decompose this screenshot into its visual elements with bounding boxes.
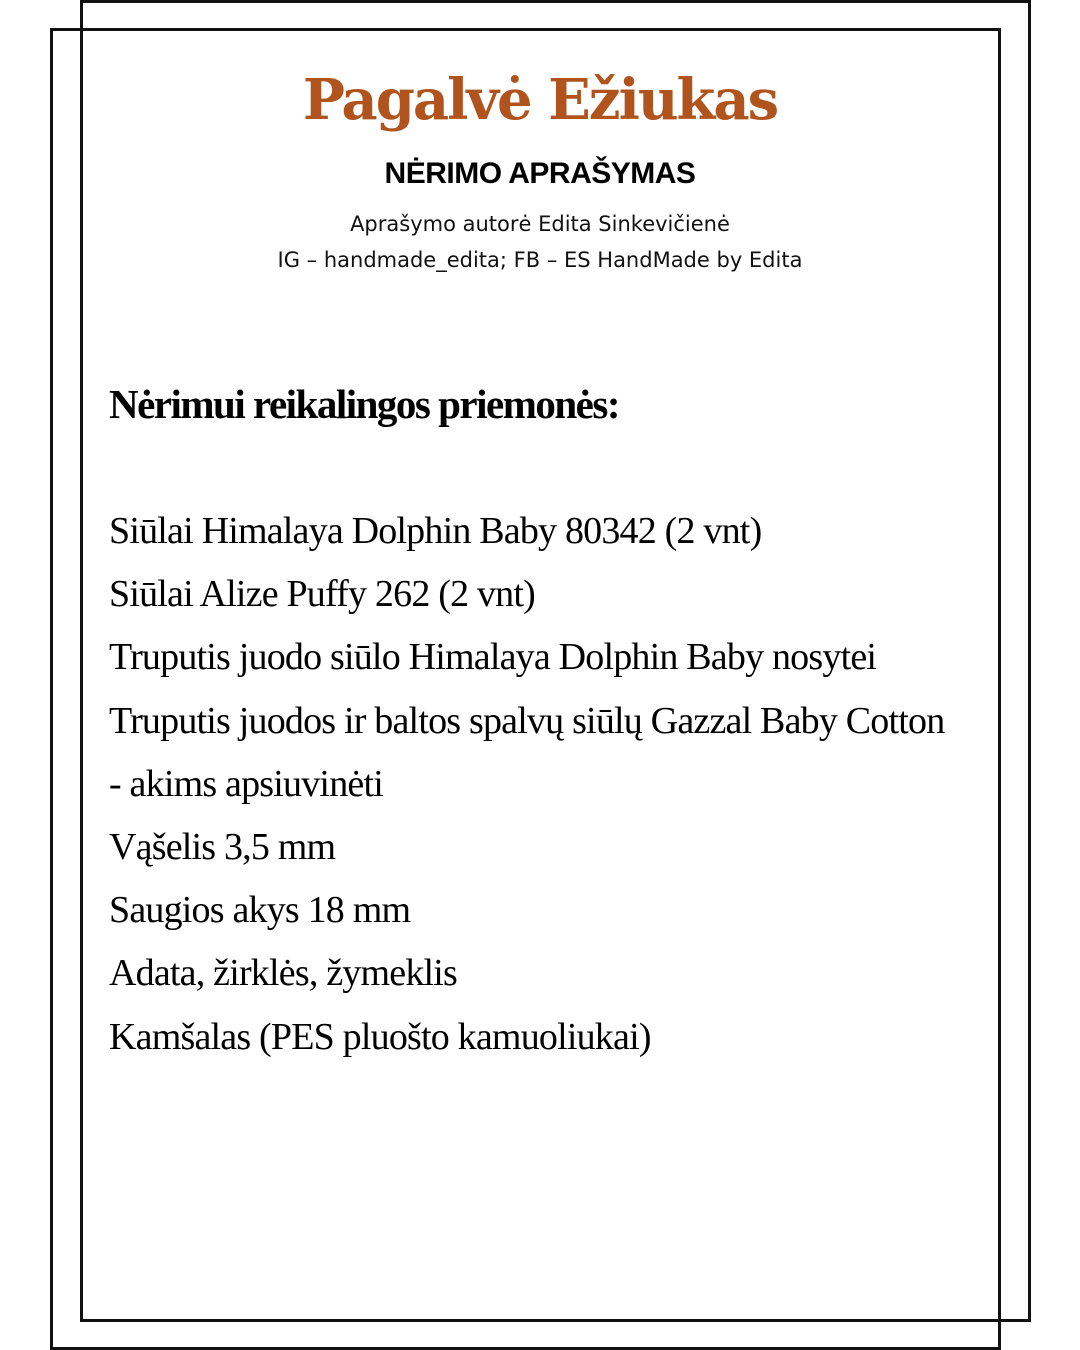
material-item: Kamšalas (PES pluošto kamuoliukai) (109, 1015, 651, 1058)
material-item: Saugios akys 18 mm (109, 889, 411, 932)
document-subtitle: NĖRIMO APRAŠYMAS (384, 157, 696, 190)
material-item: Siūlai Alize Puffy 262 (2 vnt) (109, 573, 535, 616)
author-credit: Aprašymo autorė Edita Sinkevičienė (350, 212, 730, 236)
material-item: Siūlai Himalaya Dolphin Baby 80342 (2 vnt) (109, 510, 762, 552)
materials-heading: Nėrimui reikalingos priemonės: (109, 381, 619, 427)
social-credit: IG – handmade_edita; FB – ES HandMade by Edita (277, 248, 803, 272)
material-item: Truputis juodo siūlo Himalaya Dolphin Baby nosytei (109, 636, 877, 679)
material-item: Adata, žirklės, žymeklis (109, 952, 458, 995)
material-item: Vąšelis 3,5 mm (109, 826, 336, 869)
page-title: Pagalvė Ežiukas (302, 67, 778, 133)
material-item: Truputis juodos ir baltos spalvų siūlų Gazzal Baby Cotton - akims apsiuvinėti (109, 699, 945, 805)
materials-list (109, 500, 969, 1069)
